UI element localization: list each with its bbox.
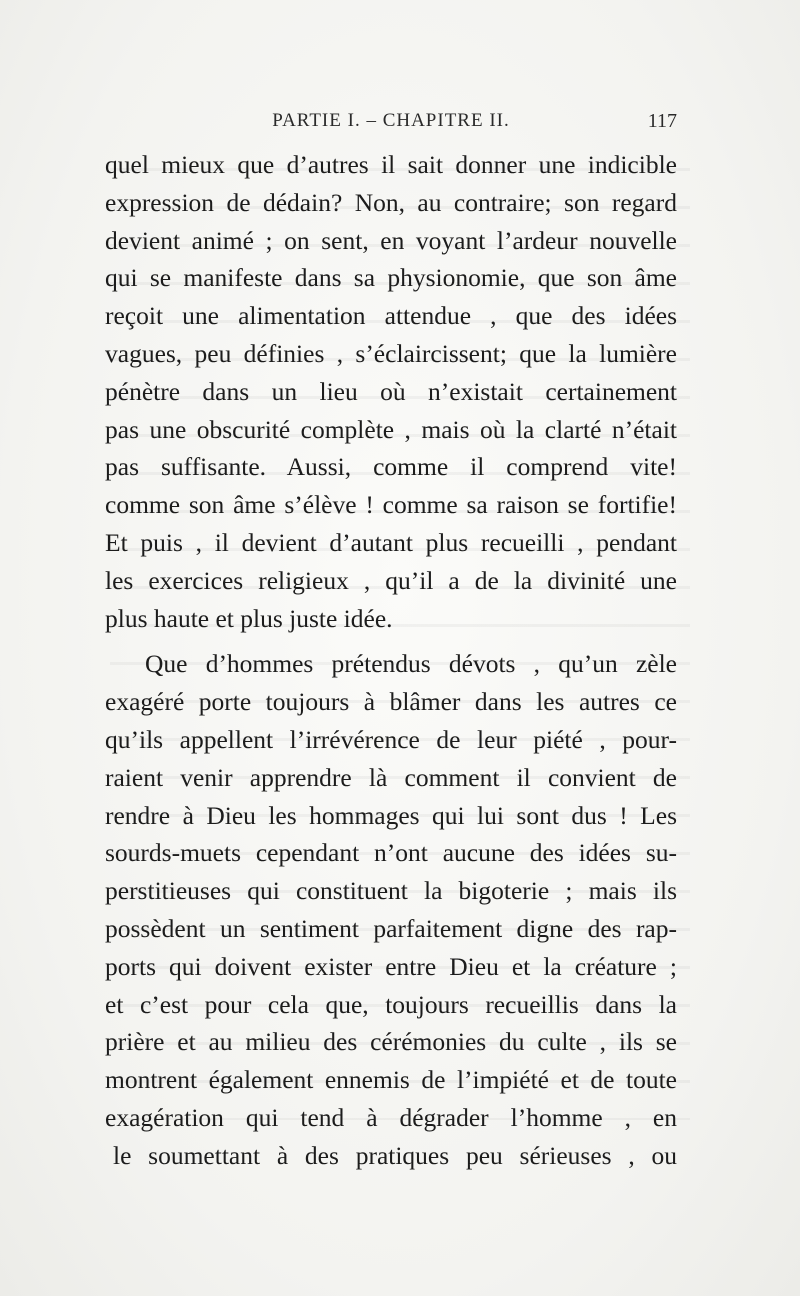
text-line: vagues, peu définies , s’éclaircissent; que la lumière (105, 338, 677, 368)
body-text (105, 146, 677, 1175)
text-line: ports qui doivent exister entre Dieu et la créature ; (105, 951, 677, 981)
text-line: devient animé ; on sent, en voyant l’ardeur nouvelle (105, 225, 677, 255)
running-header (105, 110, 677, 140)
text-line: comme son âme s’élève ! comme sa raison se fortifie! (105, 490, 677, 520)
text-line: expression de dédain? Non, au contraire; son regard (105, 187, 677, 217)
text-line: pénètre dans un lieu où n’existait certainement (105, 376, 677, 406)
text-line: exagéré porte toujours à blâmer dans les autres ce (105, 687, 677, 717)
text-line: montrent également ennemis de l’impiété et de toute (105, 1065, 677, 1095)
text-line: plus haute et plus juste idée. (105, 603, 393, 633)
text-line: sourds-muets cependant n’ont aucune des idées su- (105, 838, 677, 868)
text-line: reçoit une alimentation attendue , que des idées (105, 301, 677, 331)
text-line: pas suffisante. Aussi, comme il comprend vite! (105, 452, 677, 482)
text-line: Que d’hommes prétendus dévots , qu’un zèle (145, 649, 677, 679)
page-number: 117 (647, 110, 677, 132)
text-line: perstitieuses qui constituent la bigoterie ; mais ils (105, 876, 677, 906)
running-title: PARTIE I. – CHAPITRE II. (272, 110, 510, 131)
text-line: pas une obscurité complète , mais où la clarté n’était (105, 414, 677, 444)
text-line: Et puis , il devient d’autant plus recueilli , pendant (105, 527, 677, 557)
text-line: les exercices religieux , qu’il a de la divinité une (105, 565, 677, 595)
text-line: qui se manifeste dans sa physionomie, que son âme (105, 263, 677, 293)
paragraph-1 (105, 146, 677, 637)
text-line: possèdent un sentiment parfaitement digne des rap- (105, 913, 677, 943)
text-line: et c’est pour cela que, toujours recueillis dans la (105, 989, 677, 1019)
paragraph-2 (105, 645, 677, 1174)
text-line: raient venir apprendre là comment il convient de (105, 762, 677, 792)
text-line: quel mieux que d’autres il sait donner une indicible (105, 150, 677, 179)
text-line: exagération qui tend à dégrader l’homme , en (105, 1102, 677, 1132)
text-line: le soumettant à des pratiques peu sérieuses , ou (113, 1140, 677, 1170)
text-line: qu’ils appellent l’irrévérence de leur piété , pour- (105, 724, 677, 754)
text-line: prière et au milieu des cérémonies du culte , ils se (105, 1027, 677, 1057)
text-line: rendre à Dieu les hommages qui lui sont dus ! Les (105, 800, 677, 830)
